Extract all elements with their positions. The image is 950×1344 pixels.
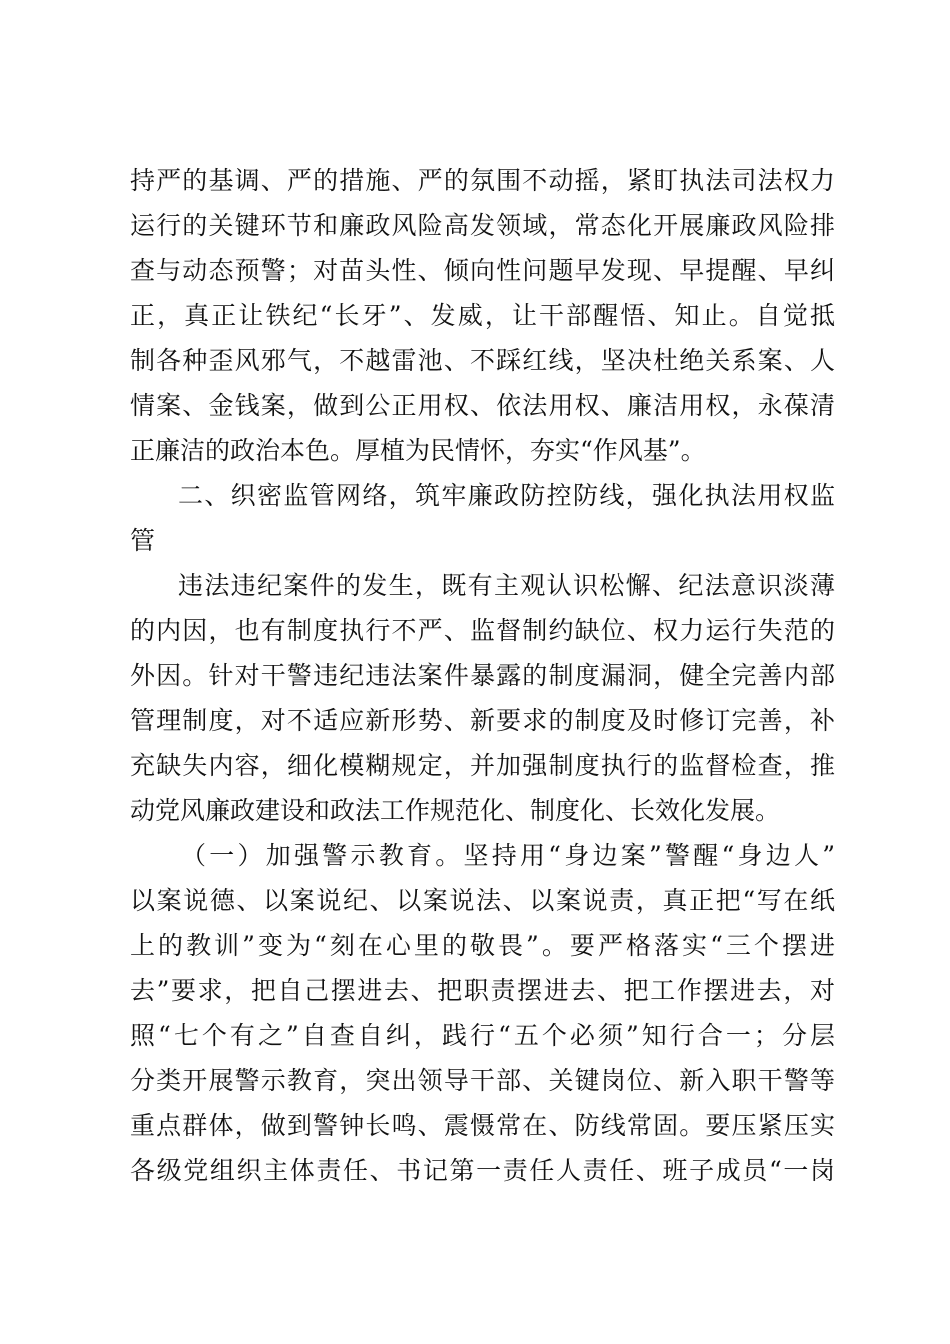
body-text-line: 各级党组织主体责任、书记第一责任人责任、班子成员“一岗 — [130, 1156, 835, 1185]
body-text-line: 重点群体，做到警钟长鸣、震慑常在、防线常固。要压紧压实 — [130, 1111, 835, 1140]
body-text-line: 充缺失内容，细化模糊规定，并加强制度执行的监督检查，推 — [130, 751, 835, 780]
body-text-line: 查与动态预警；对苗头性、倾向性问题早发现、早提醒、早纠 — [130, 256, 835, 285]
body-text-line: 动党风廉政建设和政法工作规范化、制度化、长效化发展。 — [130, 796, 781, 825]
subsection-heading-line: （一）加强警示教育。坚持用“身边案”警醒“身边人” — [181, 841, 835, 870]
body-text-line: 正，真正让铁纪“长牙”、发威，让干部醒悟、知止。自觉抵 — [130, 301, 835, 330]
body-text-line: 上的教训”变为“刻在心里的敬畏”。要严格落实“三个摆进 — [130, 931, 835, 960]
body-text-line: 去”要求，把自己摆进去、把职责摆进去、把工作摆进去，对 — [130, 976, 835, 1005]
body-text-line: 照“七个有之”自查自纠，践行“五个必须”知行合一；分层 — [130, 1021, 835, 1050]
body-text-line: 分类开展警示教育，突出领导干部、关键岗位、新入职干警等 — [130, 1066, 835, 1095]
body-text-line: 正廉洁的政治本色。厚植为民情怀，夯实“作风基”。 — [130, 436, 706, 465]
section-heading: 二、织密监管网络，筑牢廉政防控防线，强化执法用权监 — [178, 481, 835, 510]
body-text-line: 持严的基调、严的措施、严的氛围不动摇，紧盯执法司法权力 — [130, 166, 835, 195]
body-text-line: 的内因，也有制度执行不严、监督制约缺位、权力运行失范的 — [130, 616, 835, 645]
body-text-line: 以案说德、以案说纪、以案说法、以案说责，真正把“写在纸 — [130, 886, 835, 915]
body-text-line: 制各种歪风邪气，不越雷池、不踩红线，坚决杜绝关系案、人 — [130, 346, 835, 375]
body-text-line: 管理制度，对不适应新形势、新要求的制度及时修订完善，补 — [130, 706, 835, 735]
section-heading-continued: 管 — [130, 526, 156, 555]
body-text-line: 违法违纪案件的发生，既有主观认识松懈、纪法意识淡薄 — [178, 571, 835, 600]
body-text-line: 外因。针对干警违纪违法案件暴露的制度漏洞，健全完善内部 — [130, 661, 835, 690]
body-text-line: 情案、金钱案，做到公正用权、依法用权、廉洁用权，永葆清 — [130, 391, 835, 420]
body-text-line: 运行的关键环节和廉政风险高发领域，常态化开展廉政风险排 — [130, 211, 835, 240]
